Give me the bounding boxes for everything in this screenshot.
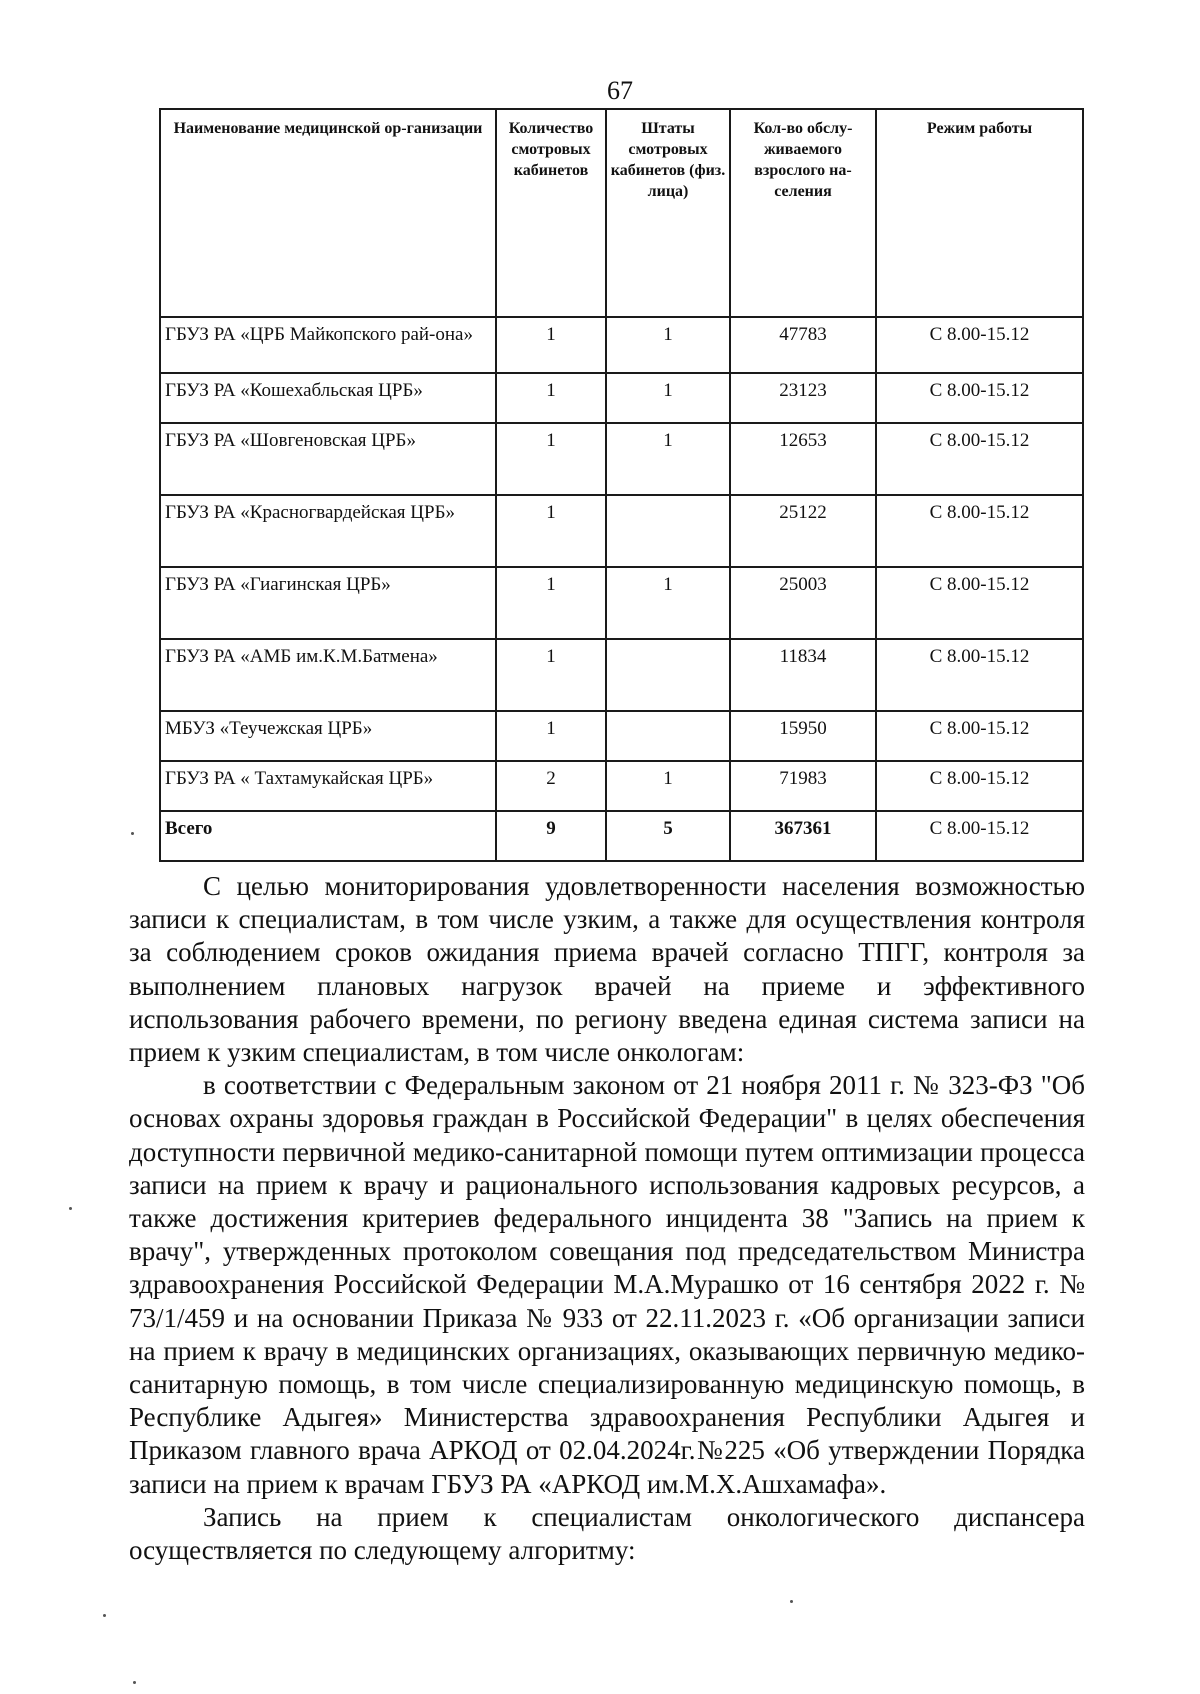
header-population: Кол-во обслу-живаемого взрослого на-селения bbox=[730, 109, 876, 317]
cell-rooms: 1 bbox=[496, 423, 606, 495]
paragraph: в соответствии с Федеральным законом от 21 ноября 2011 г. № 323-ФЗ "Об основах охраны здоровья граждан в Российской Федерации" в целях обеспечения доступности первичной медико-санитарной помощи путем оптимизации процесса записи на прием к врачу и рационального использования кадровых ресурсов, а также достижения критериев федерального инцидента 38 "Запись на прием к врачу", утвержденных протоколом совещания под председательством Министра здравоохранения Российской Федерации М.А.Мурашко от 16 сентября 2022 г. № 73/1/459 и на основании Приказа № 933 от 22.11.2023 г. «Об организации записи на прием к врачу в медицинских организациях, оказывающих первичную медико-санитарную помощь, в том числе специализированную медицинскую помощь, в Республике Адыгея» Министерства здравоохранения Республики Адыгея и Приказом главного врача АРКОД от 02.04.2024г.№225 «Об утверждении Порядка записи на прием к врачам ГБУЗ РА «АРКОД им.М.Х.Ашхамафа». bbox=[129, 1070, 1085, 1499]
cell-hours: С 8.00-15.12 bbox=[876, 317, 1083, 373]
header-staff: Штаты смотровых кабинетов (физ. лица) bbox=[606, 109, 730, 317]
cell-hours: С 8.00-15.12 bbox=[876, 495, 1083, 567]
cell-organization: ГБУЗ РА « Тахтамукайская ЦРБ» bbox=[160, 761, 496, 811]
cell-staff bbox=[606, 711, 730, 761]
cell-hours: С 8.00-15.12 bbox=[876, 567, 1083, 639]
cell-staff bbox=[606, 495, 730, 567]
cell-population: 47783 bbox=[730, 317, 876, 373]
scan-speck bbox=[790, 1600, 793, 1603]
table-row bbox=[160, 761, 1083, 811]
cell-hours: С 8.00-15.12 bbox=[876, 423, 1083, 495]
scan-speck bbox=[133, 1681, 136, 1684]
table-row bbox=[160, 423, 1083, 495]
cell-rooms: 1 bbox=[496, 495, 606, 567]
cell-population: 25122 bbox=[730, 495, 876, 567]
paragraph: Запись на прием к специалистам онкологического диспансера осуществляется по следующему алгоритму: bbox=[129, 1501, 1085, 1566]
cell-organization: ГБУЗ РА «Кошехабльская ЦРБ» bbox=[160, 373, 496, 423]
cell-total-staff: 5 bbox=[606, 811, 730, 861]
cell-staff: 1 bbox=[606, 373, 730, 423]
cell-organization: ГБУЗ РА «Гиагинская ЦРБ» bbox=[160, 567, 496, 639]
paragraph: С целью мониторирования удовлетворенности населения возможностью записи к специалистам, в том числе узким, а также для осуществления контроля за соблюдением сроков ожидания приема врачей согласно ТПГГ, контроля за выполнением плановых нагрузок врачей на приеме и эффективного использования рабочего времени, по региону введена единая система записи на прием к узким специалистам, в том числе онкологам: bbox=[129, 871, 1085, 1068]
cell-staff: 1 bbox=[606, 567, 730, 639]
cell-rooms: 2 bbox=[496, 761, 606, 811]
cell-hours: С 8.00-15.12 bbox=[876, 373, 1083, 423]
cell-total-label: Всего bbox=[160, 811, 496, 861]
cell-staff: 1 bbox=[606, 761, 730, 811]
cell-staff: 1 bbox=[606, 423, 730, 495]
screening-rooms-table bbox=[159, 108, 1084, 862]
body-text bbox=[129, 870, 1085, 1567]
scan-speck bbox=[69, 1207, 72, 1210]
header-organization: Наименование медицинской ор-ганизации bbox=[160, 109, 496, 317]
cell-organization: ГБУЗ РА «ЦРБ Майкопского рай-она» bbox=[160, 317, 496, 373]
cell-population: 25003 bbox=[730, 567, 876, 639]
scan-speck bbox=[103, 1614, 106, 1617]
cell-rooms: 1 bbox=[496, 373, 606, 423]
table-row bbox=[160, 495, 1083, 567]
table-row bbox=[160, 317, 1083, 373]
cell-rooms: 1 bbox=[496, 711, 606, 761]
cell-organization: ГБУЗ РА «АМБ им.К.М.Батмена» bbox=[160, 639, 496, 711]
scan-speck bbox=[131, 832, 134, 835]
table-header-row bbox=[160, 109, 1083, 317]
cell-total-rooms: 9 bbox=[496, 811, 606, 861]
cell-hours: С 8.00-15.12 bbox=[876, 711, 1083, 761]
table-row bbox=[160, 567, 1083, 639]
header-rooms-count: Количество смотровых кабинетов bbox=[496, 109, 606, 317]
cell-staff bbox=[606, 639, 730, 711]
cell-rooms: 1 bbox=[496, 567, 606, 639]
cell-population: 23123 bbox=[730, 373, 876, 423]
cell-population: 11834 bbox=[730, 639, 876, 711]
cell-population: 71983 bbox=[730, 761, 876, 811]
cell-total-hours: С 8.00-15.12 bbox=[876, 811, 1083, 861]
cell-hours: С 8.00-15.12 bbox=[876, 761, 1083, 811]
cell-rooms: 1 bbox=[496, 317, 606, 373]
cell-population: 15950 bbox=[730, 711, 876, 761]
cell-population: 12653 bbox=[730, 423, 876, 495]
cell-organization: МБУЗ «Теучежская ЦРБ» bbox=[160, 711, 496, 761]
table-row bbox=[160, 711, 1083, 761]
cell-hours: С 8.00-15.12 bbox=[876, 639, 1083, 711]
page-number: 67 bbox=[607, 76, 633, 105]
cell-total-population: 367361 bbox=[730, 811, 876, 861]
cell-organization: ГБУЗ РА «Красногвардейская ЦРБ» bbox=[160, 495, 496, 567]
table-total-row bbox=[160, 811, 1083, 861]
table-row bbox=[160, 639, 1083, 711]
table-row bbox=[160, 373, 1083, 423]
header-hours: Режим работы bbox=[876, 109, 1083, 317]
cell-rooms: 1 bbox=[496, 639, 606, 711]
cell-staff: 1 bbox=[606, 317, 730, 373]
cell-organization: ГБУЗ РА «Шовгеновская ЦРБ» bbox=[160, 423, 496, 495]
